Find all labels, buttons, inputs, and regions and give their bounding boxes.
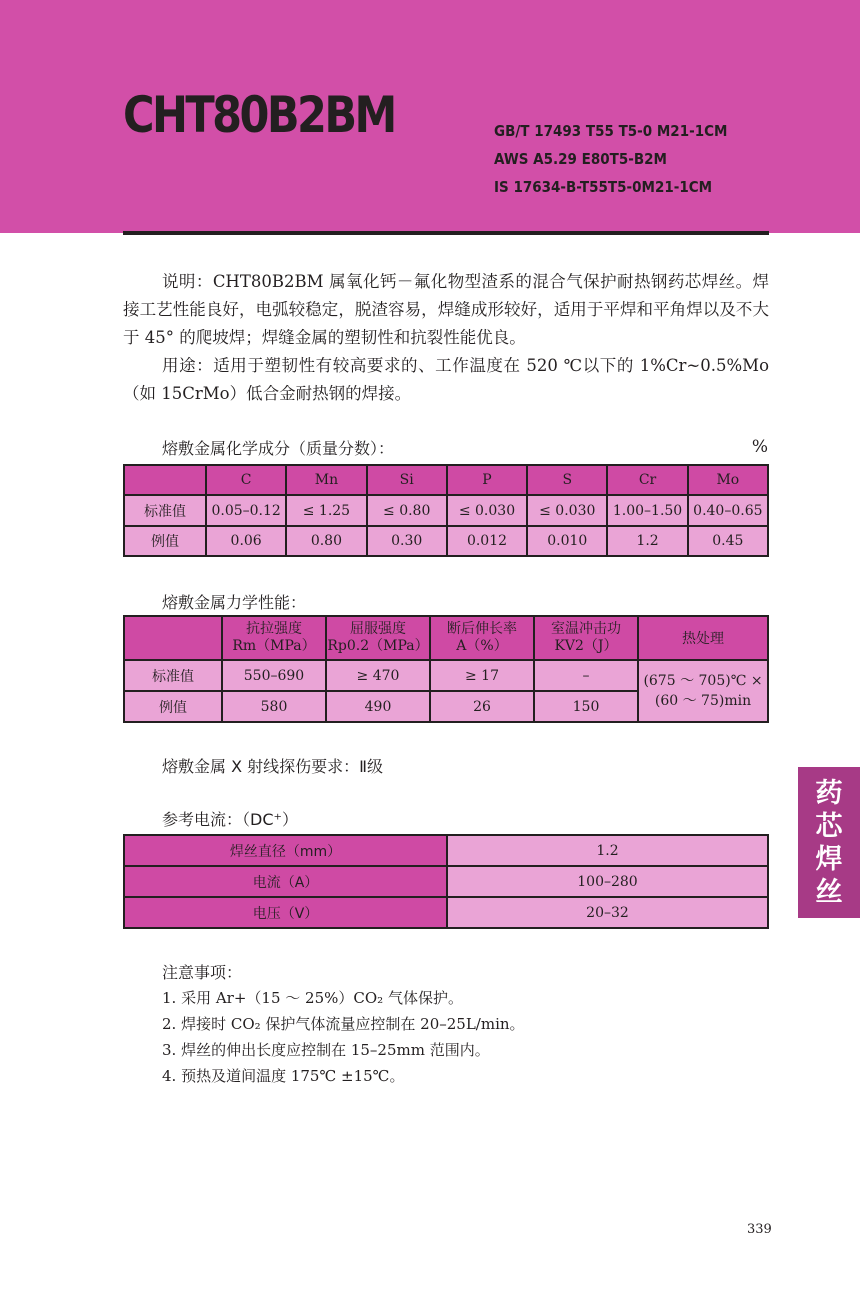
standard-aws: AWS A5.29 E80T5-B2M xyxy=(494,150,667,168)
table-cell: ≥ 470 xyxy=(326,660,430,691)
xray-requirement: 熔敷金属 X 射线探伤要求：Ⅱ级 xyxy=(162,757,384,776)
product-title: CHT80B2BM xyxy=(123,86,395,144)
side-tab-char: 丝 xyxy=(815,876,843,908)
mechanical-section-title: 熔敷金属力学性能： xyxy=(162,593,307,612)
mechanical-table xyxy=(123,615,769,723)
chemical-section-title: 熔敷金属化学成分（质量分数）： xyxy=(162,439,395,458)
table-cell: ≥ 17 xyxy=(430,660,534,691)
mech-header-heat: 热处理 xyxy=(638,616,768,660)
heat-line: (675 ～ 705)℃ × xyxy=(643,673,763,689)
table-cell: 550–690 xyxy=(222,660,326,691)
list-item: 2. 焊接时 CO₂ 保护气体流量应控制在 20–25L/min。 xyxy=(162,1015,525,1033)
chem-header-mn: Mn xyxy=(286,465,366,495)
row-label: 例值 xyxy=(124,691,222,722)
table-cell: 1.2 xyxy=(607,526,687,556)
table-cell: 0.010 xyxy=(527,526,607,556)
current-table xyxy=(123,834,769,929)
list-item: 4. 预热及道间温度 175℃ ±15℃。 xyxy=(162,1067,405,1085)
table-cell: ≤ 0.030 xyxy=(527,495,607,526)
heat-line: (60 ～ 75)min xyxy=(654,693,752,709)
mech-header-yield xyxy=(326,616,430,660)
list-item: 3. 焊丝的伸出长度应控制在 15–25mm 范围内。 xyxy=(162,1041,490,1059)
chem-header-mo: Mo xyxy=(688,465,768,495)
row-label: 电流（A） xyxy=(124,866,447,897)
heat-treatment-cell xyxy=(638,660,768,722)
description-label: 说明： xyxy=(162,272,213,291)
table-cell: 490 xyxy=(326,691,430,722)
table-row xyxy=(124,495,768,526)
chem-header-cr: Cr xyxy=(607,465,687,495)
row-label: 标准值 xyxy=(124,660,222,691)
side-tab-char: 芯 xyxy=(815,810,843,842)
table-cell: 0.80 xyxy=(286,526,366,556)
header-rule xyxy=(123,231,769,235)
standard-is: IS 17634-B-T55T5-0M21-1CM xyxy=(494,178,713,196)
header-line: 屈服强度 xyxy=(350,621,406,637)
header-line: Rp0.2（MPa） xyxy=(327,638,429,654)
table-cell: 0.06 xyxy=(206,526,286,556)
chem-header-empty xyxy=(124,465,206,495)
table-cell: 0.05–0.12 xyxy=(206,495,286,526)
table-row xyxy=(124,660,768,691)
header-line: 断后伸长率 xyxy=(447,621,517,637)
side-tab-char: 药 xyxy=(815,777,843,809)
side-tab-char: 焊 xyxy=(815,843,843,875)
table-cell: 0.45 xyxy=(688,526,768,556)
mech-header-tensile xyxy=(222,616,326,660)
mech-header-impact xyxy=(534,616,638,660)
header-line: KV2（J） xyxy=(554,638,618,654)
chem-header-c: C xyxy=(206,465,286,495)
usage-label: 用途： xyxy=(162,356,214,375)
table-cell: 1.2 xyxy=(447,835,768,866)
usage-paragraph xyxy=(123,352,769,408)
description-paragraph xyxy=(123,268,769,352)
header-line: Rm（MPa） xyxy=(232,638,316,654)
notes-title: 注意事项： xyxy=(162,963,243,982)
header-line: A（%） xyxy=(456,638,508,654)
chemical-header-row xyxy=(124,465,768,495)
table-cell: ≤ 0.80 xyxy=(367,495,447,526)
table-row xyxy=(124,897,768,928)
header-line: 抗拉强度 xyxy=(246,621,302,637)
mechanical-header-row xyxy=(124,616,768,660)
row-label: 电压（V） xyxy=(124,897,447,928)
page-number: 339 xyxy=(747,1222,772,1237)
standard-gb: GB/T 17493 T55 T5-0 M21-1CM xyxy=(494,122,728,140)
table-cell: 0.30 xyxy=(367,526,447,556)
notes-list xyxy=(162,985,525,1089)
list-item: 1. 采用 Ar+（15 ～ 25%）CO₂ 气体保护。 xyxy=(162,989,463,1007)
table-row xyxy=(124,835,768,866)
chem-header-si: Si xyxy=(367,465,447,495)
table-row xyxy=(124,526,768,556)
table-cell: ≤ 1.25 xyxy=(286,495,366,526)
table-cell: ≤ 0.030 xyxy=(447,495,527,526)
table-cell: 0.40–0.65 xyxy=(688,495,768,526)
row-label: 焊丝直径（mm） xyxy=(124,835,447,866)
usage-text: 适用于塑韧性有较高要求的、工作温度在 520 ℃以下的 1%Cr~0.5%Mo（如 15CrMo）低合金耐热钢的焊接。 xyxy=(123,356,770,403)
chemical-table xyxy=(123,464,769,557)
description-text: CHT80B2BM 属氧化钙－氟化物型渣系的混合气保护耐热钢药芯焊丝。焊接工艺性能良好，电弧较稳定，脱渣容易，焊缝成形较好，适用于平焊和平角焊以及不大于 45° 的爬坡焊；焊缝金属的塑韧性和抗裂性能优良。 xyxy=(123,272,770,347)
table-cell: 1.00–1.50 xyxy=(607,495,687,526)
row-label: 例值 xyxy=(124,526,206,556)
table-cell: 100–280 xyxy=(447,866,768,897)
table-cell: 0.012 xyxy=(447,526,527,556)
table-row xyxy=(124,866,768,897)
mech-header-elongation xyxy=(430,616,534,660)
standards-list xyxy=(494,117,727,201)
row-label: 标准值 xyxy=(124,495,206,526)
section-side-tab xyxy=(798,767,860,918)
table-cell: – xyxy=(534,660,638,691)
header-line: 室温冲击功 xyxy=(551,621,621,637)
chem-header-p: P xyxy=(447,465,527,495)
table-cell: 26 xyxy=(430,691,534,722)
current-section-title: 参考电流：（DC⁺） xyxy=(162,810,298,829)
table-cell: 580 xyxy=(222,691,326,722)
chem-header-s: S xyxy=(527,465,607,495)
chemical-unit: % xyxy=(751,437,768,457)
page-header xyxy=(0,0,860,233)
table-cell: 150 xyxy=(534,691,638,722)
mech-header-empty xyxy=(124,616,222,660)
table-cell: 20–32 xyxy=(447,897,768,928)
